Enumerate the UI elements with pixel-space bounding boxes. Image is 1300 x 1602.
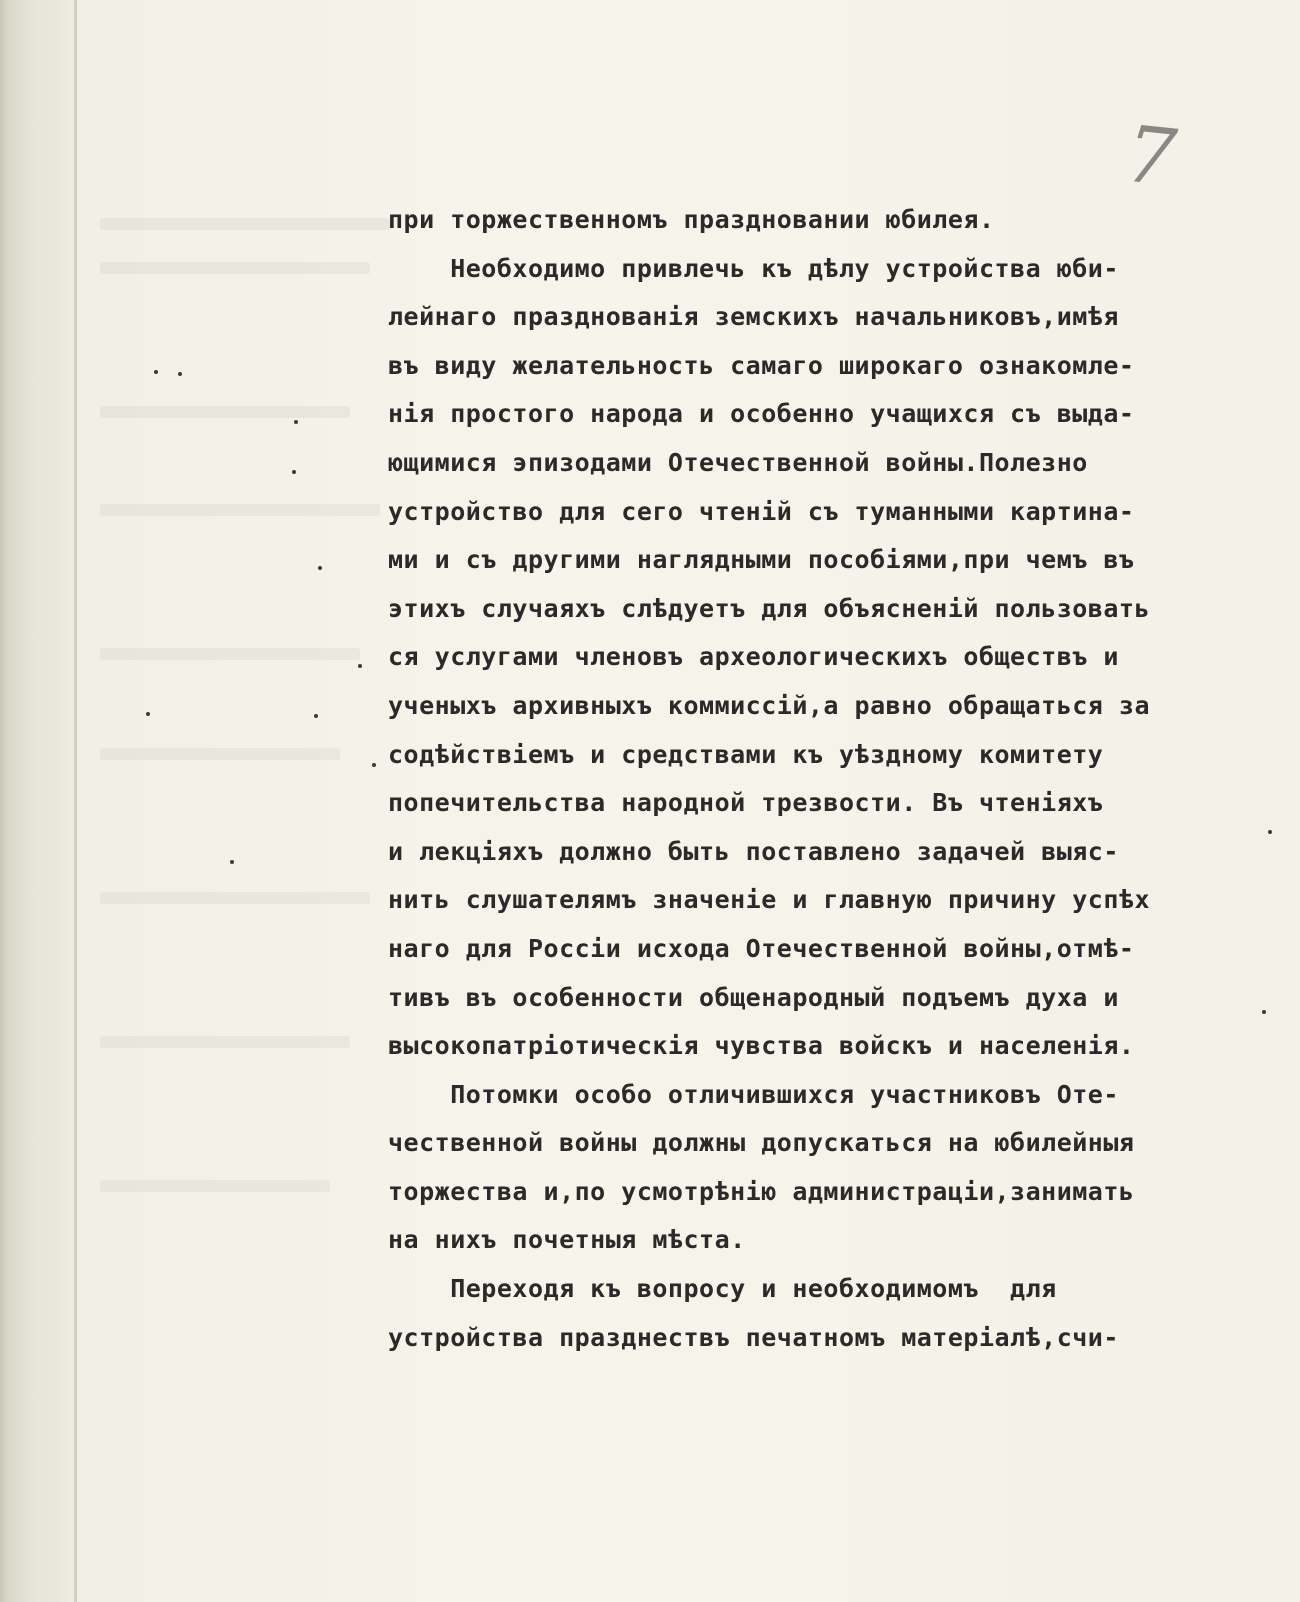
bleed-through-mark xyxy=(100,218,390,230)
margin-dot xyxy=(318,566,322,570)
text-line: ученыхъ архивныхъ коммиссій,а равно обращаться за xyxy=(388,690,1151,720)
text-line: Необходимо привлечь къ дѣлу устройства юби- xyxy=(388,253,1119,283)
text-line: Потомки особо отличившихся участниковъ Оте- xyxy=(388,1079,1119,1109)
text-line: этихъ случаяхъ слѣдуетъ для объясненій пользовать xyxy=(388,593,1151,623)
bleed-through-mark xyxy=(100,1036,350,1048)
text-line: наго для Россіи исхода Отечественной войны,отмѣ- xyxy=(388,933,1135,963)
bleed-through-mark xyxy=(100,892,370,904)
margin-dot xyxy=(178,372,182,376)
text-line: нія простого народа и особенно учащихся съ выда- xyxy=(388,399,1135,429)
margin-dot xyxy=(230,860,234,864)
margin-dot xyxy=(372,763,376,767)
text-line: лейнаго празднованія земскихъ начальниковъ,имѣя xyxy=(388,302,1119,332)
text-line: на нихъ почетныя мѣста. xyxy=(388,1225,746,1255)
page-binding-edge xyxy=(0,0,76,1602)
text-line: тивъ въ особенности общенародный подъемъ духа и xyxy=(388,982,1119,1012)
bleed-through-mark xyxy=(100,406,350,418)
text-line: устройство для сего чтеній съ туманными картина- xyxy=(388,496,1135,526)
margin-dot xyxy=(314,714,318,718)
text-line: нить слушателямъ значеніе и главную причину успѣх xyxy=(388,885,1151,915)
folio-number: 7 xyxy=(1121,109,1181,205)
bleed-through-mark xyxy=(100,504,380,516)
bleed-through-mark xyxy=(100,262,370,274)
margin-dot xyxy=(358,664,362,668)
text-line: ся услугами членовъ археологическихъ обществъ и xyxy=(388,642,1119,672)
text-line: въ виду желательность самаго широкаго ознакомле- xyxy=(388,350,1135,380)
text-line: и лекціяхъ должно быть поставлено задачей выяс- xyxy=(388,836,1119,866)
text-line: попечительства народной трезвости. Въ чтеніяхъ xyxy=(388,788,1104,818)
text-line: при торжественномъ праздновании юбилея. xyxy=(388,205,995,234)
margin-dot xyxy=(146,712,150,716)
margin-dot xyxy=(294,420,298,424)
margin-dot xyxy=(292,470,296,474)
text-line: содѣйствіемъ и средствами къ уѣздному комитету xyxy=(388,739,1104,769)
bleed-through-mark xyxy=(100,748,340,760)
text-line: Переходя къ вопросу и необходимомъ для xyxy=(388,1274,1057,1304)
margin-dot xyxy=(154,370,158,374)
text-line: ющимися эпизодами Отечественной войны.Полезно xyxy=(388,447,1088,477)
bleed-through-mark xyxy=(100,648,360,660)
bleed-through-mark xyxy=(100,1180,330,1192)
text-line: ми и съ другими наглядными пособіями,при чемъ въ xyxy=(388,545,1135,575)
text-line: чественной войны должны допускаться на юбилейныя xyxy=(388,1128,1135,1158)
typed-text-body xyxy=(388,196,1288,1362)
text-line: торжества и,по усмотрѣнію администраціи,занимать xyxy=(388,1176,1135,1206)
text-line: высокопатріотическія чувства войскъ и населенія. xyxy=(388,1031,1135,1061)
text-line: устройства празднествъ печатномъ матеріалѣ,счи- xyxy=(388,1322,1119,1352)
